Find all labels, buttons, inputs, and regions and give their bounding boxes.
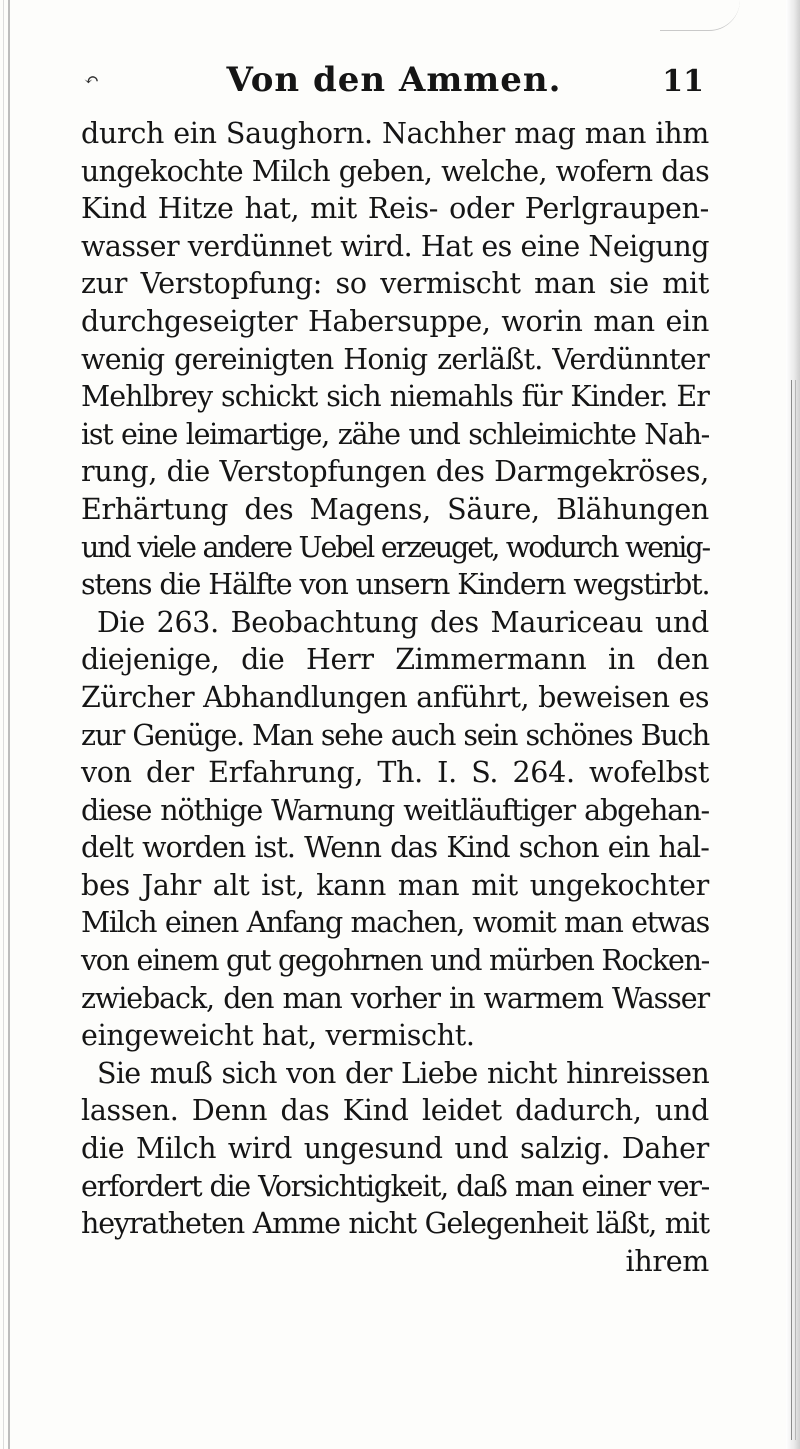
text-line: Sie muß sich von der Liebe nicht hinreissen [97,1056,709,1090]
text-line: Zürcher Abhandlungen anführt, beweisen es [81,680,709,714]
text-line: ist eine leimartige, zähe und schleimichte Nah- [81,417,709,451]
text-line: diejenige, die Herr Zimmermann in den [81,643,709,677]
binding-line [8,0,10,1449]
text-line: von der Erfahrung, Th. I. S. 264. wofelbst [81,756,709,790]
text-line: die Milch wird ungesund und salzig. Daher [81,1132,709,1166]
text-line: Milch einen Anfang machen, womit man etwas [81,906,709,940]
arrow-mark-icon: ↶ [84,70,100,91]
text-line: Die 263. Beobachtung des Mauriceau und [97,605,709,639]
text-line: durchgeseigter Habersuppe, worin man ein [81,304,709,338]
page-number: 11 [662,64,704,99]
text-line: heyratheten Amme nicht Gelegenheit läßt, mit [81,1207,709,1241]
text-line: ungekochte Milch geben, welche, wofern das [81,154,709,188]
binding-edge [3,0,4,1449]
text-line: Erhärtung des Magens, Säure, Blähungen [81,492,709,526]
text-line: lassen. Denn das Kind leidet dadurch, und [81,1094,709,1128]
text-line: erfordert die Vorsichtigkeit, daß man einer ver- [81,1169,709,1203]
text-line: zur Verstopfung: so vermischt man sie mit [81,267,709,301]
text-line: wasser verdünnet wird. Hat es eine Neigung [81,229,709,263]
text-line: von einem gut gegohrnen und mürben Rocken- [81,944,709,978]
text-line: diese nöthige Warnung weitläuftiger abgehan- [81,793,709,827]
page-edge-lines [791,380,796,1440]
text-line: und viele andere Uebel erzeuget, wodurch wenig- [81,530,709,564]
text-line: durch ein Saughorn. Nachher mag man ihm [81,117,709,150]
catchword: ihrem [625,1244,709,1278]
text-line: bes Jahr alt ist, kann man mit ungekochter [81,868,709,902]
text-line: Kind Hitze hat, mit Reis- oder Perlgraupen- [81,192,709,226]
body-text [81,115,709,1280]
text-line: Mehlbrey schickt sich niemahls für Kinder. Er [81,380,709,414]
text-line: eingeweicht hat, vermischt. [81,1019,475,1053]
text-line: delt worden ist. Wenn das Kind schon ein hal- [81,831,709,865]
page-title: Von den Ammen. [226,60,562,100]
text-line: zwieback, den man vorher in warmem Wasser [81,981,709,1015]
text-line: wenig gereinigten Honig zerläßt. Verdünnter [81,342,709,376]
text-line: stens die Hälfte von unsern Kindern wegstirbt. [81,568,710,602]
page-curl [660,0,740,31]
running-header [84,60,704,108]
text-line: zur Genüge. Man sehe auch sein schönes Buch [81,718,709,752]
text-line: rung, die Verstopfungen des Darmgekröses, [81,455,709,489]
